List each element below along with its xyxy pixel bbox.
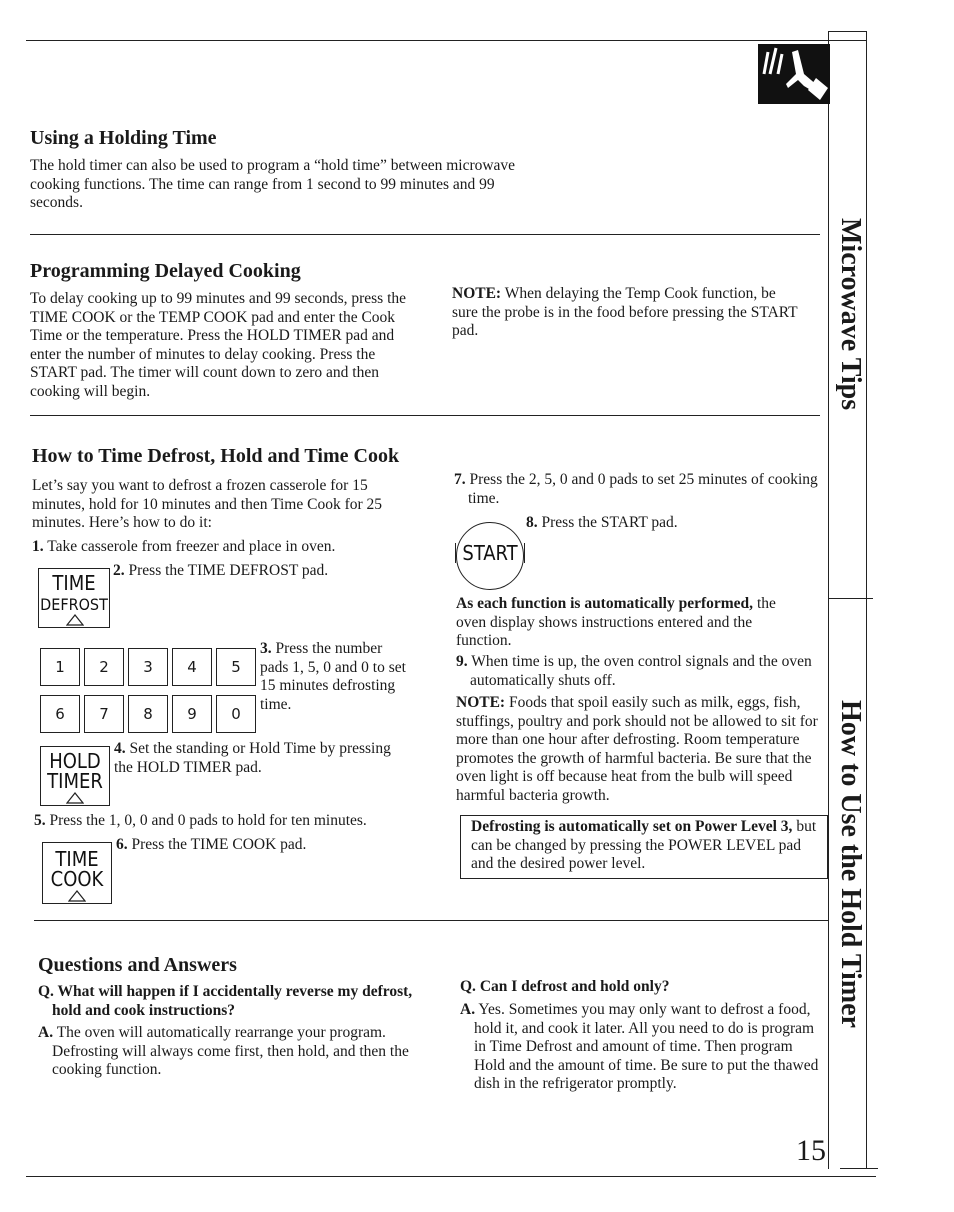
q-text: What will happen if I accidentally reverse my defrost, hold and cook instructions? [52, 983, 413, 1019]
q-label: Q. [460, 978, 476, 995]
step-7 [454, 471, 824, 508]
page-number: 15 [796, 1134, 826, 1167]
rule-2 [30, 415, 820, 416]
step-text: Press the number pads 1, 5, 0 and 0 to set 15 minutes defrosting time. [260, 640, 406, 713]
key-5: 5 [216, 648, 256, 686]
auto-bold: As each function is automatically performed, [456, 595, 754, 612]
step-8 [526, 514, 796, 533]
step-num: 3. [260, 640, 272, 657]
q-label: Q. [38, 983, 54, 1000]
pad-label-time: TIME [55, 847, 99, 871]
answer-1 [38, 1024, 422, 1080]
power-level-box [460, 815, 828, 879]
answer-2 [460, 1001, 822, 1094]
key-2: 2 [84, 648, 124, 686]
bottom-rule [26, 1176, 876, 1177]
note-label: NOTE: [456, 694, 506, 711]
pad-label-defrost: DEFROST [40, 595, 108, 614]
key-8: 8 [128, 695, 168, 733]
sidebar-tab-microwave-tips: Microwave Tips [835, 218, 866, 411]
pad-label-timer: TIMER [47, 769, 103, 793]
step-text: Set the standing or Hold Time by pressing the HOLD TIMER pad. [114, 740, 391, 776]
note-text: When delaying the Temp Cook function, be sure the probe is in the food before pressing the START pad. [452, 285, 798, 339]
step-4 [114, 740, 404, 777]
step-text: Press the START pad. [541, 514, 678, 531]
step-num: 8. [526, 514, 538, 531]
step-text: Press the 1, 0, 0 and 0 pads to hold for ten minutes. [49, 812, 367, 829]
triangle-icon [66, 613, 84, 631]
rule-1 [30, 234, 820, 235]
sidebar-tab-hold-timer: How to Use the Hold Timer [835, 700, 866, 1028]
key-6: 6 [40, 695, 80, 733]
key-4: 4 [172, 648, 212, 686]
step-text: Press the TIME COOK pad. [131, 836, 307, 853]
pad-label-hold: HOLD [49, 749, 101, 773]
step-num: 5. [34, 812, 46, 829]
triangle-icon [68, 889, 86, 907]
pad-label-time: TIME [52, 571, 96, 595]
step-9 [456, 653, 830, 690]
step-num: 2. [113, 562, 125, 579]
delayed-note [452, 285, 802, 341]
step-5 [34, 812, 424, 831]
delayed-title: Programming Delayed Cooking [30, 260, 301, 282]
rule-3 [34, 920, 828, 921]
box-bold: Defrosting is automatically set on Power Level 3, [471, 818, 793, 835]
key-9: 9 [172, 695, 212, 733]
step-num: 6. [116, 836, 128, 853]
key-0: 0 [216, 695, 256, 733]
auto-performed [456, 595, 796, 651]
delayed-body: To delay cooking up to 99 minutes and 99 seconds, press the TIME COOK or the TEMP COOK pad and enter the Cook Time or the temperature. Press the HOLD TIMER pad and enter the number of minutes to delay cooking. Press the START pad. The timer will count down to zero and then cooking will begin. [30, 290, 407, 400]
holding-title: Using a Holding Time [30, 127, 217, 149]
question-1 [38, 983, 422, 1020]
step-text: Press the 2, 5, 0 and 0 pads to set 25 minutes of cooking time. [468, 471, 818, 507]
defrost-title: How to Time Defrost, Hold and Time Cook [32, 445, 400, 467]
step-3 [260, 640, 410, 714]
note-text: Foods that spoil easily such as milk, eggs, fish, stuffings, poultry and pork should not be allowed to sit for more than one hour after defrosting. Room temperature promotes the growth of harmful bacteria. Be sure that the oven light is off because heat from the bulb will speed harmful bacteria growth. [456, 694, 818, 804]
sidebar-divider [828, 598, 873, 599]
pad-label-cook: COOK [50, 867, 104, 891]
step-text: Press the TIME DEFROST pad. [128, 562, 329, 579]
top-rule [26, 40, 866, 41]
sidebar-top-line [828, 31, 866, 32]
holding-body: The hold timer can also be used to program a “hold time” between microwave cooking functions. The time can range from 1 second to 99 minutes and 99 seconds. [30, 157, 516, 211]
a-label: A. [38, 1024, 54, 1041]
step-1 [32, 538, 412, 557]
sidebar-bottom-line [840, 1168, 878, 1169]
time-cook-pad [42, 842, 112, 904]
box-text: but can be changed by pressing the POWER LEVEL pad and the desired power level. [471, 818, 817, 872]
hold-timer-pad [40, 746, 110, 806]
defrost-intro: Let’s say you want to defrost a frozen casserole for 15 minutes, hold for 10 minutes and then Time Cook for 25 minutes. Here’s how to do it: [32, 477, 383, 531]
step-text: When time is up, the oven control signals and the oven automatically shuts off. [470, 653, 812, 689]
step-2 [113, 562, 413, 581]
step-6 [116, 836, 406, 855]
a-label: A. [460, 1001, 476, 1018]
start-pad [456, 522, 524, 590]
step-num: 1. [32, 538, 44, 555]
a-text: The oven will automatically rearrange your program. Defrosting will always come first, then hold, and then the cooking function. [52, 1024, 409, 1078]
defrost-note [456, 694, 826, 805]
triangle-icon [66, 791, 84, 809]
key-1: 1 [40, 648, 80, 686]
auto-text: the oven display shows instructions entered and the function. [456, 595, 776, 649]
question-2 [460, 978, 800, 997]
time-defrost-pad [38, 568, 110, 628]
q-text: Can I defrost and hold only? [479, 978, 670, 995]
key-3: 3 [128, 648, 168, 686]
step-num: 4. [114, 740, 126, 757]
step-num: 7. [454, 471, 466, 488]
step-num: 9. [456, 653, 468, 670]
qa-title: Questions and Answers [38, 954, 237, 976]
note-label: NOTE: [452, 285, 502, 302]
step-text: Take casserole from freezer and place in oven. [47, 538, 336, 555]
pad-label-start: START [455, 543, 525, 563]
a-text: Yes. Sometimes you may only want to defrost a food, hold it, and cook it later. All you need to do is program in Time Defrost and amount of time. Then program Hold and the amount of time. Be sure to put the thawed dish in the refrigerator promptly. [474, 1001, 819, 1092]
hand-pointing-icon [758, 44, 830, 104]
key-7: 7 [84, 695, 124, 733]
